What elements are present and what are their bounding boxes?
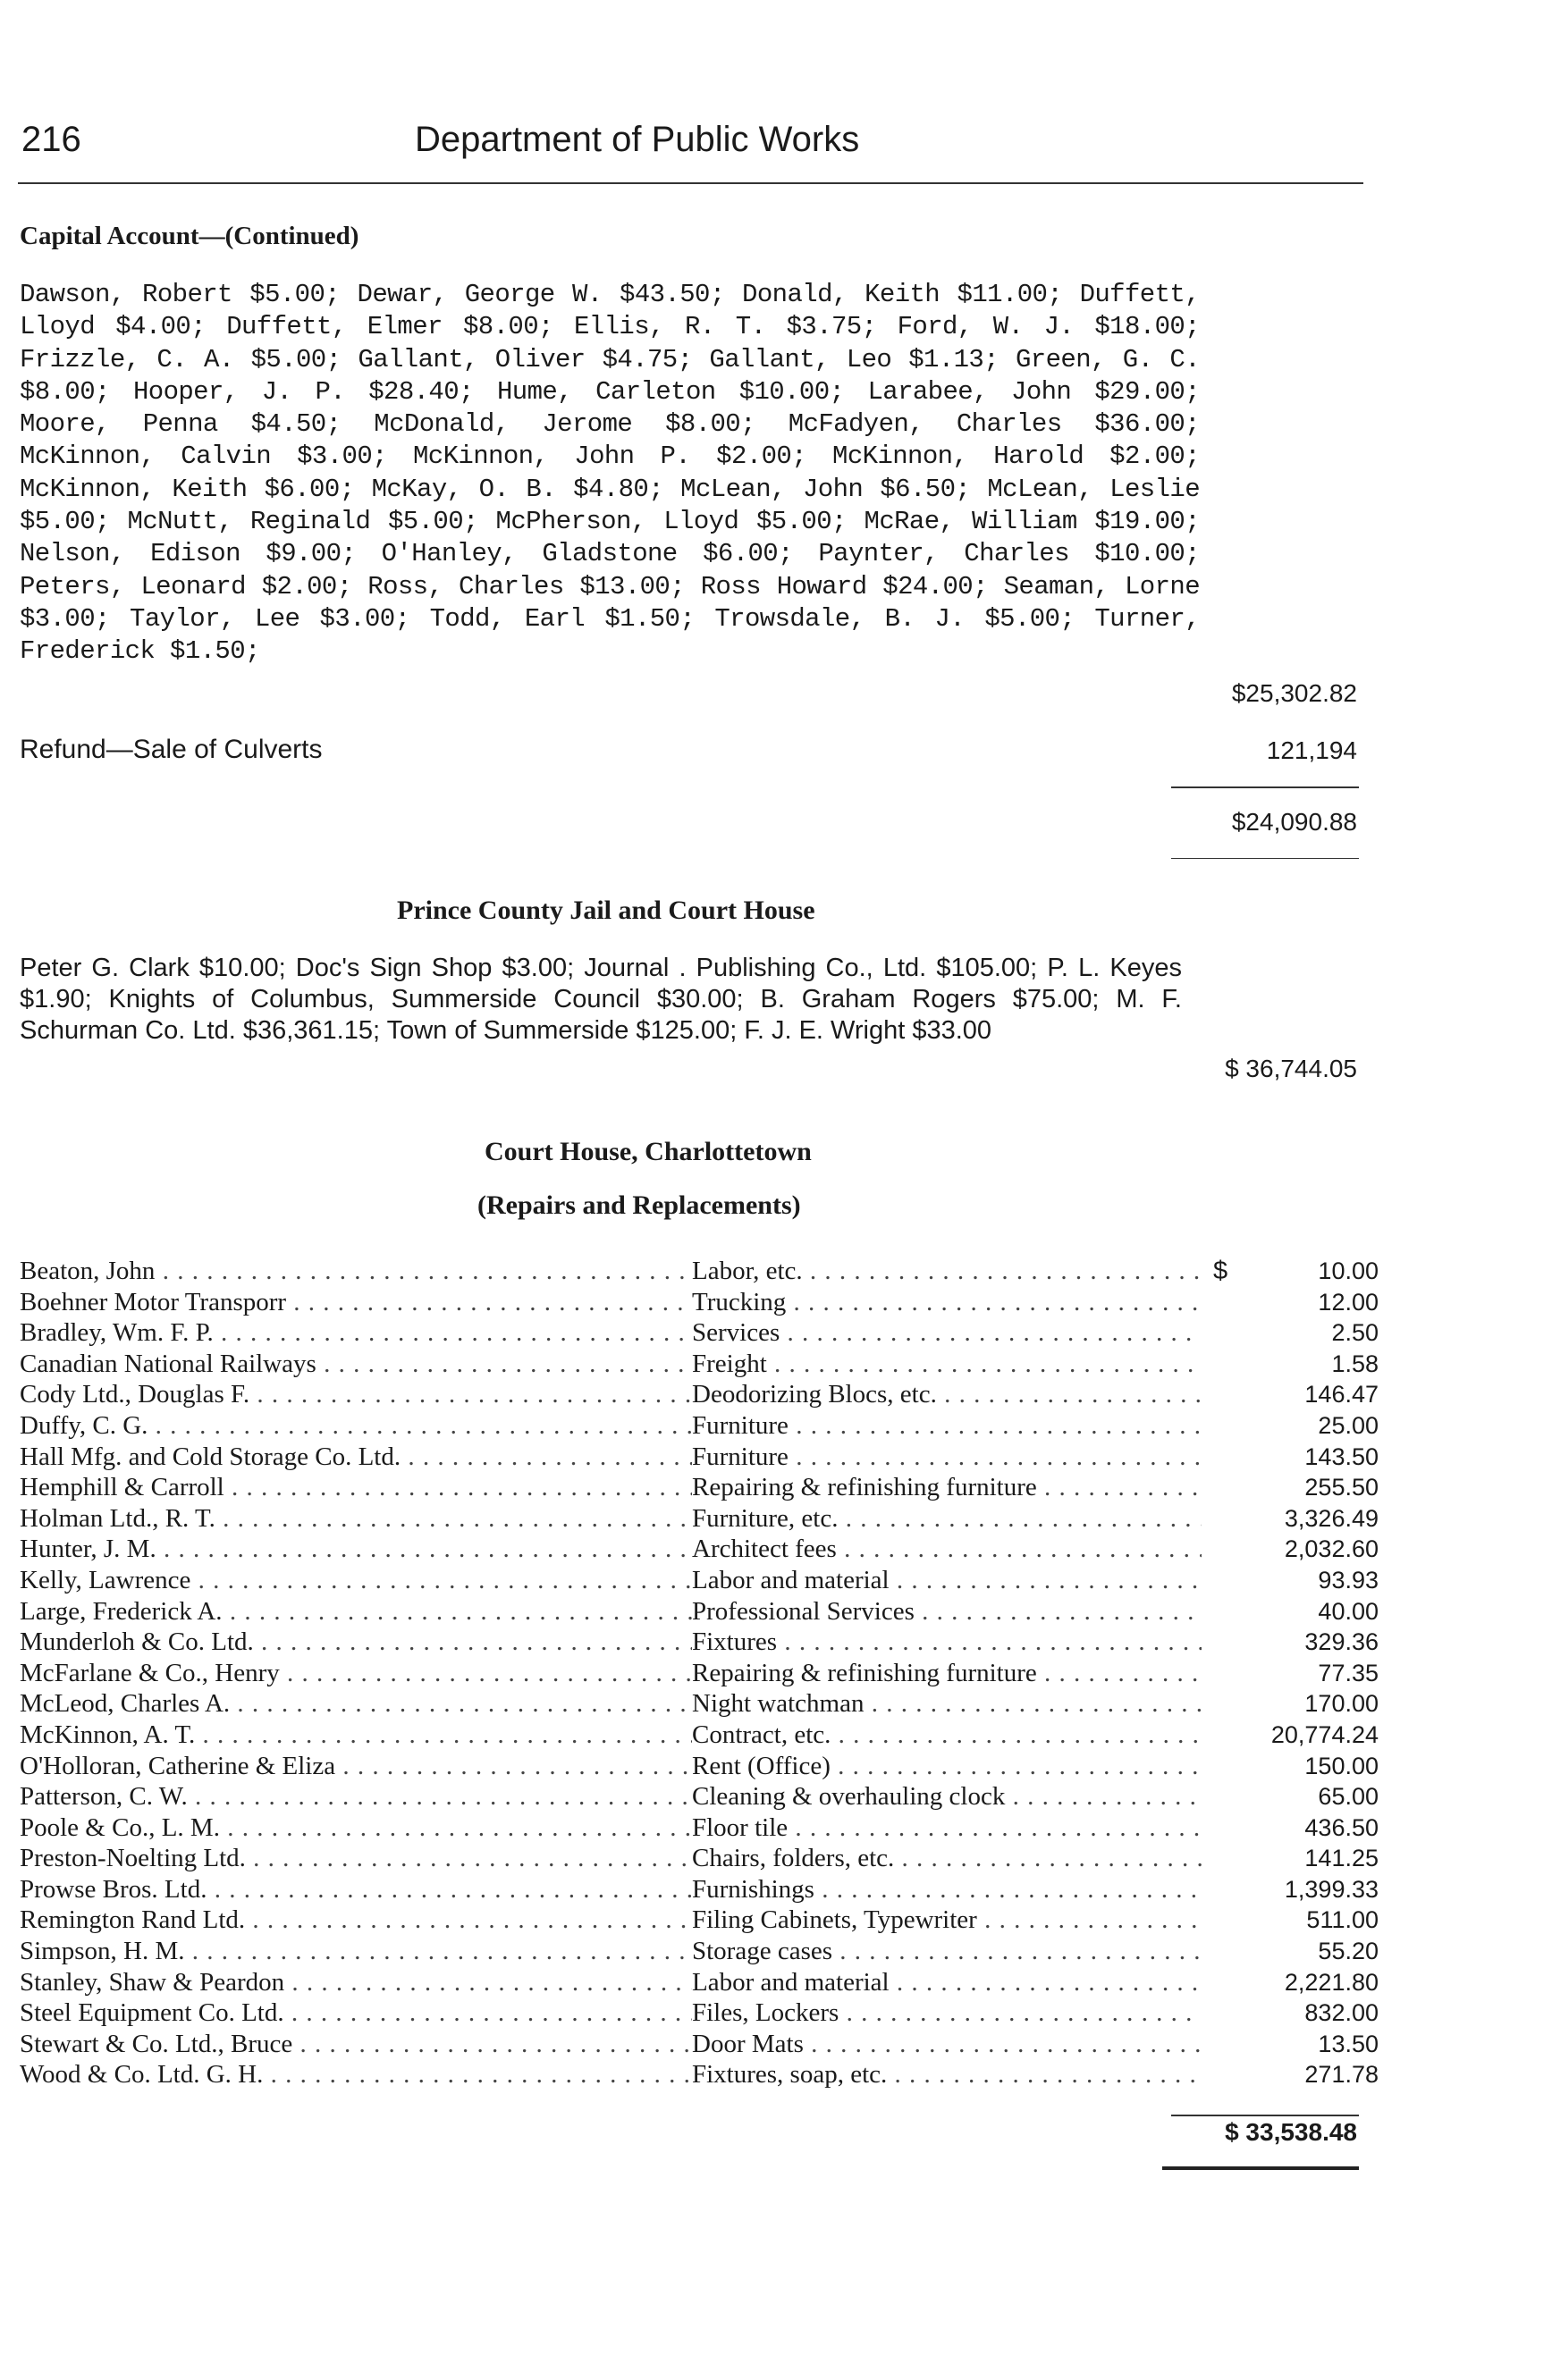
row-description: Labor and material . . . — [692, 1565, 1202, 1596]
row-amount: 55.20 — [1318, 1938, 1379, 1965]
header-rule — [18, 182, 1363, 184]
row-payee: McFarlane & Co., Henry . . . — [20, 1658, 692, 1689]
table-row — [20, 2059, 1379, 2090]
page-number: 216 — [21, 120, 81, 159]
row-description: Filing Cabinets, Typewriter . . . — [692, 1905, 1202, 1936]
row-description: Furniture, etc. . . . — [692, 1503, 1202, 1535]
table-row — [20, 1936, 1379, 1967]
row-payee: Simpson, H. M. . . . — [20, 1936, 692, 1967]
row-amount: 329.36 — [1304, 1628, 1379, 1656]
page-header-title: Department of Public Works — [415, 120, 860, 159]
row-description: Furniture . . . — [692, 1410, 1202, 1442]
row-amount: 65.00 — [1318, 1783, 1379, 1811]
table-row — [20, 1565, 1379, 1596]
row-amount: 3,326.49 — [1284, 1504, 1379, 1532]
row-amount: 2.50 — [1331, 1319, 1379, 1347]
row-payee: Hall Mfg. and Cold Storage Co. Ltd. . . . — [20, 1442, 692, 1473]
table-row — [20, 2029, 1379, 2060]
row-description: Fixtures . . . — [692, 1627, 1202, 1658]
table-row — [20, 1720, 1379, 1751]
row-amount: 146.47 — [1304, 1381, 1379, 1409]
table-row — [20, 1442, 1379, 1473]
table-row — [20, 1997, 1379, 2029]
prince-county-total: $ 36,744.05 — [1225, 1055, 1357, 1082]
row-description: Rent (Office) . . . — [692, 1751, 1202, 1782]
row-description: Labor and material . . . — [692, 1967, 1202, 1998]
row-amount: 436.50 — [1304, 1813, 1379, 1841]
row-payee: Patterson, C. W. . . . — [20, 1781, 692, 1812]
table-row — [20, 1967, 1379, 1998]
row-description: Furniture . . . — [692, 1442, 1202, 1473]
row-payee: Boehner Motor Transporr . . . — [20, 1287, 692, 1318]
table-row — [20, 1874, 1379, 1905]
capital-account-paragraph: Dawson, Robert $5.00; Dewar, George W. $43.50; Donald, Keith $11.00; Duffett, Lloyd $4.00; Duffett, Elmer $8.00; Ellis, R. T. $3.75; Ford, W. J. $18.00; Frizzle, C. A. $5.00; Gallant, Oliver $4.75; Gallant, Leo $1.13; Green, G. C. $8.00; Hooper, J. P. $28.40; Hume, Carleton $10.00; Larabee, John $29.00; Moore, Penna $4.50; McDonald, Jerome $8.00; McFadyen, Charles $36.00; McKinnon, Calvin $3.00; McKinnon, John P. $2.00; McKinnon, Harold $2.00; McKinnon, Keith $6.00; McKay, O. B. $4.80; McLean, John $6.50; McLean, Leslie $5.00; McNutt, Reginald $5.00; McPherson, Lloyd $5.00; McRae, William $19.00; Nelson, Edison $9.00; O'Hanley, Gladstone $6.00; Paynter, Charles $10.00; Peters, Leonard $2.00; Ross, Charles $13.00; Ross Howard $24.00; Seaman, Lorne $3.00; Taylor, Lee $3.00; Todd, Earl $1.50; Trowsdale, B. J. $5.00; Turner, Frederick $1.50; — [20, 280, 1200, 667]
row-amount: 1,399.33 — [1284, 1875, 1379, 1903]
row-amount: 255.50 — [1304, 1474, 1379, 1501]
row-amount: 1.58 — [1331, 1350, 1379, 1377]
row-amount: 271.78 — [1304, 2061, 1379, 2089]
table-row — [20, 1503, 1379, 1535]
capital-account-heading: Capital Account—(Continued) — [20, 222, 359, 250]
row-description: Furnishings . . . — [692, 1874, 1202, 1905]
table-row — [20, 1688, 1379, 1720]
row-amount: 12.00 — [1318, 1288, 1379, 1316]
court-house-total: $ 33,538.48 — [1225, 2118, 1357, 2146]
row-description: Trucking . . . — [692, 1287, 1202, 1318]
table-row — [20, 1410, 1379, 1442]
row-payee: Cody Ltd., Douglas F. . . . — [20, 1379, 692, 1410]
row-amount: 832.00 — [1304, 1999, 1379, 2027]
expense-table — [20, 1256, 1379, 2090]
row-payee: Hemphill & Carroll . . . — [20, 1472, 692, 1503]
row-payee: McLeod, Charles A. . . . — [20, 1688, 692, 1720]
row-payee: Beaton, John . . . — [20, 1256, 692, 1287]
row-amount: 511.00 — [1306, 1906, 1379, 1934]
court-house-total-rule-bottom — [1162, 2166, 1359, 2170]
row-payee: Wood & Co. Ltd. G. H. . . . — [20, 2059, 692, 2090]
prince-county-heading: Prince County Jail and Court House — [397, 896, 815, 925]
row-amount: 150.00 — [1304, 1752, 1379, 1779]
row-description: Chairs, folders, etc. . . . — [692, 1843, 1202, 1874]
row-payee: McKinnon, A. T. . . . — [20, 1720, 692, 1751]
table-row — [20, 1905, 1379, 1936]
table-row — [20, 1349, 1379, 1380]
row-amount: 40.00 — [1318, 1597, 1379, 1625]
row-description: Freight . . . — [692, 1349, 1202, 1380]
row-payee: Poole & Co., L. M. . . . — [20, 1812, 692, 1844]
row-payee: Kelly, Lawrence . . . — [20, 1565, 692, 1596]
refund-label: Refund—Sale of Culverts — [20, 735, 323, 764]
row-description: Repairing & refinishing furniture . . . — [692, 1472, 1202, 1503]
refund-rule — [1171, 786, 1359, 788]
row-payee: Bradley, Wm. F. P. . . . — [20, 1317, 692, 1349]
row-amount: 143.50 — [1304, 1442, 1379, 1470]
row-amount: 20,774.24 — [1270, 1720, 1379, 1748]
row-payee: Remington Rand Ltd. . . . — [20, 1905, 692, 1936]
row-description: Labor, etc. . . . — [692, 1256, 1202, 1287]
row-payee: Holman Ltd., R. T. . . . — [20, 1503, 692, 1535]
row-payee: Preston-Noelting Ltd. . . . — [20, 1843, 692, 1874]
table-row — [20, 1596, 1379, 1627]
row-description: Door Mats . . . — [692, 2029, 1202, 2060]
row-description: Storage cases . . . — [692, 1936, 1202, 1967]
row-payee: Munderloh & Co. Ltd. . . . — [20, 1627, 692, 1658]
row-payee: Stanley, Shaw & Peardon . . . — [20, 1967, 692, 1998]
prince-county-paragraph: Peter G. Clark $10.00; Doc's Sign Shop $3.00; Journal . Publishing Co., Ltd. $105.00; P. L. Keyes $1.90; Knights of Columbus, Summerside Council $30.00; B. Graham Rogers $75.00; M. F. Schurman Co. Ltd. $36,361.15; Town of Summerside $125.00; F. J. E. Wright $33.00 — [20, 954, 1182, 1045]
table-row — [20, 1379, 1379, 1410]
table-row — [20, 1843, 1379, 1874]
row-description: Night watchman . . . — [692, 1688, 1202, 1720]
table-row — [20, 1317, 1379, 1349]
table-row — [20, 1627, 1379, 1658]
court-house-total-rule-top — [1171, 2115, 1359, 2116]
row-amount: 25.00 — [1318, 1411, 1379, 1439]
court-house-subheading: (Repairs and Replacements) — [477, 1190, 801, 1220]
table-row — [20, 1751, 1379, 1782]
table-row — [20, 1472, 1379, 1503]
row-description: Professional Services . . . — [692, 1596, 1202, 1627]
row-payee: Large, Frederick A. . . . — [20, 1596, 692, 1627]
row-payee: Hunter, J. M. . . . — [20, 1534, 692, 1565]
row-payee: Prowse Bros. Ltd. . . . — [20, 1874, 692, 1905]
capital-account-subtotal: $25,302.82 — [1231, 679, 1357, 707]
court-house-heading: Court House, Charlottetown — [485, 1137, 812, 1166]
row-amount: 77.35 — [1318, 1659, 1379, 1686]
row-amount: 2,032.60 — [1284, 1535, 1379, 1563]
row-payee: Stewart & Co. Ltd., Bruce . . . — [20, 2029, 692, 2060]
net-total-rule — [1171, 858, 1359, 859]
table-row — [20, 1534, 1379, 1565]
currency-symbol: $ — [1213, 1257, 1228, 1285]
row-amount: 93.93 — [1318, 1566, 1379, 1594]
row-description: Files, Lockers . . . — [692, 1997, 1202, 2029]
capital-account-net-total: $24,090.88 — [1231, 808, 1357, 836]
refund-amount: 121,194 — [1266, 736, 1357, 764]
row-description: Contract, etc. . . . — [692, 1720, 1202, 1751]
row-description: Architect fees . . . — [692, 1534, 1202, 1565]
table-row — [20, 1812, 1379, 1844]
row-description: Deodorizing Blocs, etc. . . . — [692, 1379, 1202, 1410]
table-row — [20, 1658, 1379, 1689]
row-description: Cleaning & overhauling clock . . . — [692, 1781, 1202, 1812]
row-description: Fixtures, soap, etc. . . . — [692, 2059, 1202, 2090]
row-description: Floor tile . . . — [692, 1812, 1202, 1844]
table-row — [20, 1256, 1379, 1287]
row-payee: Canadian National Railways . . . — [20, 1349, 692, 1380]
row-amount: 13.50 — [1318, 2030, 1379, 2057]
row-amount: 141.25 — [1304, 1845, 1379, 1872]
row-payee: O'Holloran, Catherine & Eliza . . . — [20, 1751, 692, 1782]
row-amount: 2,221.80 — [1284, 1968, 1379, 1996]
row-payee: Steel Equipment Co. Ltd. . . . — [20, 1997, 692, 2029]
row-amount: 170.00 — [1304, 1690, 1379, 1718]
row-description: Repairing & refinishing furniture . . . — [692, 1658, 1202, 1689]
table-row — [20, 1781, 1379, 1812]
row-payee: Duffy, C. G. . . . — [20, 1410, 692, 1442]
row-description: Services . . . — [692, 1317, 1202, 1349]
row-amount: 10.00 — [1318, 1257, 1379, 1284]
table-row — [20, 1287, 1379, 1318]
